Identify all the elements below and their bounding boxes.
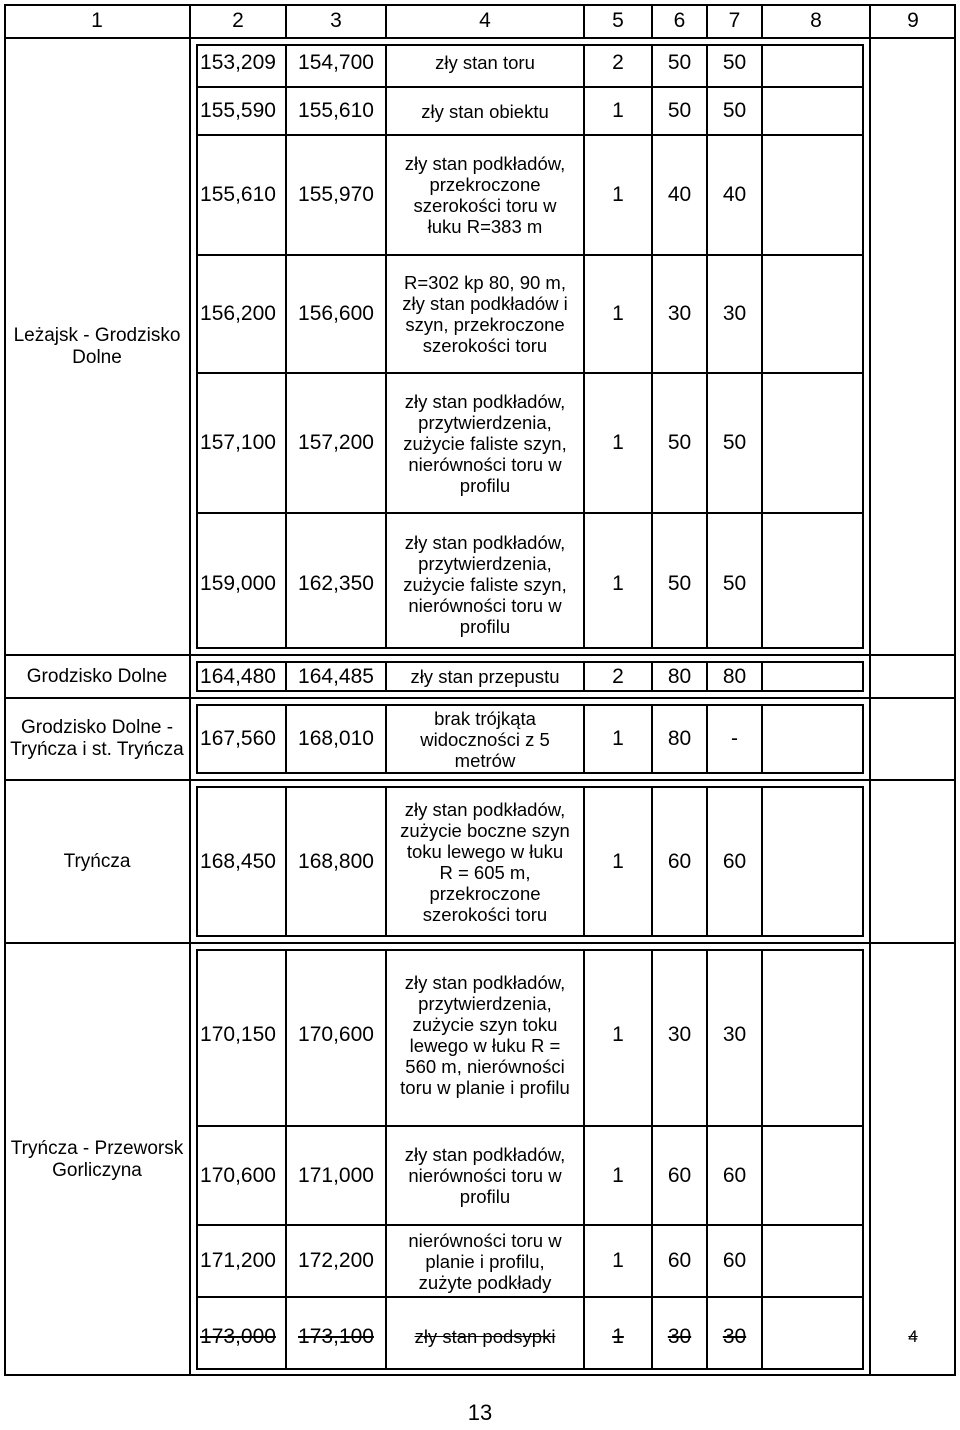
col-5-value: 1: [612, 183, 624, 206]
col-6-value: 80: [667, 664, 692, 688]
column-separator: [385, 786, 387, 937]
col-6-value: 60: [667, 849, 692, 873]
defect-description: zły stan podkładów, przekroczone szerokości toru w łuku R=383 m: [404, 153, 566, 237]
column-separator: [706, 4, 708, 38]
row-separator: [4, 37, 956, 39]
column-header: 8: [810, 9, 822, 32]
column-separator: [862, 786, 864, 937]
col-9-value: [870, 513, 956, 655]
col-8-value: [762, 780, 870, 943]
column-separator: [196, 786, 198, 937]
column-header: 6: [673, 9, 686, 32]
km-to: 155,970: [298, 183, 374, 206]
table-border: [4, 4, 6, 1376]
route-section-label: Tryńcza: [63, 850, 131, 872]
km-from: 153,209: [200, 50, 276, 74]
column-separator: [651, 4, 653, 38]
column-separator: [285, 661, 287, 692]
column-separator: [862, 949, 864, 1370]
col-7-value: 30: [722, 1324, 747, 1348]
defect-description: nierówności toru w planie i profilu, zużyte podkłady: [408, 1229, 562, 1293]
column-separator: [385, 704, 387, 774]
section-separator: [4, 697, 956, 699]
row-separator: [196, 935, 864, 937]
col-8-value: [762, 943, 870, 1126]
column-header: 7: [728, 9, 741, 32]
km-from: 155,610: [200, 183, 276, 206]
defect-description: zły stan podkładów, nierówności toru w profilu: [404, 1144, 566, 1207]
defect-description: brak trójkąta widoczności z 5 metrów: [420, 707, 550, 771]
column-separator: [761, 786, 763, 937]
col-5-value: 1: [612, 1249, 624, 1272]
row-separator: [196, 1296, 864, 1298]
row-separator: [196, 647, 864, 649]
col-8-value: [762, 698, 870, 780]
col-9-value: [870, 780, 956, 943]
column-separator: [385, 949, 387, 1370]
column-separator: [862, 661, 864, 692]
col-9-value: [870, 87, 956, 135]
col-9-value: [870, 38, 956, 87]
col-9-value: [870, 655, 956, 698]
defect-description: zły stan podkładów, zużycie boczne szyn toku lewego w łuku R = 605 m, przekroczone szerokości toru: [400, 798, 570, 925]
km-to: 168,010: [298, 727, 374, 750]
column-separator: [385, 661, 387, 692]
column-separator: [285, 786, 287, 937]
km-from: 173,000: [200, 1324, 276, 1348]
route-section-label: Leżajsk - Grodzisko Dolne: [13, 324, 181, 368]
column-separator: [761, 949, 763, 1370]
column-separator: [862, 44, 864, 649]
col-5-value: 1: [612, 849, 624, 873]
page-number: 13: [467, 1400, 493, 1425]
row-separator: [196, 134, 864, 136]
row-separator: [196, 1125, 864, 1127]
column-separator: [869, 4, 871, 38]
row-separator: [196, 1224, 864, 1226]
km-to: 168,800: [298, 849, 374, 873]
row-separator: [196, 254, 864, 256]
col-5-value: 1: [612, 572, 624, 595]
row-separator: [196, 1368, 864, 1370]
column-separator: [189, 38, 191, 1376]
column-separator: [583, 4, 585, 38]
defect-description: zły stan podkładów, przytwierdzenia, zużycie faliste szyn, nierówności toru w profilu: [403, 531, 567, 637]
section-separator: [4, 654, 956, 656]
col-5-value: 1: [612, 1324, 624, 1348]
col-7-value: 30: [722, 1022, 747, 1046]
km-to: 171,000: [298, 1163, 374, 1187]
col-8-value: [762, 135, 870, 255]
column-header: 3: [330, 9, 342, 32]
row-separator: [196, 786, 864, 788]
col-6-value: 30: [667, 302, 692, 325]
column-header: 4: [479, 9, 491, 32]
column-separator: [651, 661, 653, 692]
column-separator: [583, 661, 585, 692]
col-9-value: [870, 1126, 956, 1225]
col-7-value: 50: [722, 50, 747, 74]
col-5-value: 1: [612, 99, 624, 122]
col-6-value: 40: [667, 183, 692, 206]
col-7-value: 50: [722, 99, 747, 122]
row-separator: [196, 372, 864, 374]
column-separator: [385, 4, 387, 38]
km-from: 168,450: [200, 849, 276, 873]
col-5-value: 1: [612, 302, 624, 325]
restrictions-table: [4, 4, 956, 1376]
column-header: 5: [612, 9, 624, 32]
column-separator: [706, 786, 708, 937]
column-separator: [285, 949, 287, 1370]
col-7-value: 80: [722, 664, 747, 688]
km-to: 164,485: [298, 664, 374, 688]
col-6-value: 60: [667, 1163, 692, 1187]
column-separator: [761, 704, 763, 774]
table-border: [4, 4, 956, 6]
column-separator: [196, 44, 198, 649]
col-6-value: 80: [667, 727, 692, 750]
column-separator: [761, 4, 763, 38]
column-separator: [651, 704, 653, 774]
row-separator: [196, 44, 864, 46]
col-9-value: [870, 943, 956, 1126]
col-8-value: [762, 373, 870, 513]
column-separator: [706, 704, 708, 774]
row-separator: [196, 704, 864, 706]
km-from: 170,600: [200, 1163, 276, 1187]
col-8-value: [762, 87, 870, 135]
column-separator: [285, 704, 287, 774]
km-to: 157,200: [298, 431, 374, 454]
column-separator: [285, 4, 287, 38]
column-separator: [196, 661, 198, 692]
km-from: 167,560: [200, 727, 276, 750]
col-6-value: 30: [667, 1324, 692, 1348]
row-separator: [196, 949, 864, 951]
defect-description: zły stan podkładów, przytwierdzenia, zużycie faliste szyn, nierówności toru w profilu: [403, 390, 567, 496]
table-border: [4, 1374, 956, 1376]
column-separator: [761, 661, 763, 692]
col-5-value: 1: [612, 431, 624, 454]
row-separator: [196, 86, 864, 88]
column-header: 2: [232, 9, 244, 32]
col-6-value: 50: [667, 99, 692, 122]
km-to: 173,100: [298, 1324, 374, 1348]
defect-description: zły stan obiektu: [421, 100, 549, 122]
km-to: 162,350: [298, 572, 374, 595]
route-section-label: Grodzisko Dolne: [26, 665, 168, 687]
column-separator: [706, 661, 708, 692]
col-9-value: [870, 1225, 956, 1297]
km-to: 170,600: [298, 1022, 374, 1046]
km-from: 159,000: [200, 572, 276, 595]
route-section-label: Grodzisko Dolne - Tryńcza i st. Tryńcza: [10, 717, 184, 760]
column-separator: [196, 704, 198, 774]
column-separator: [189, 4, 191, 38]
col-6-value: 60: [667, 1249, 692, 1272]
col-5-value: 1: [612, 1163, 624, 1187]
column-separator: [196, 949, 198, 1370]
section-separator: [4, 779, 956, 781]
column-separator: [583, 704, 585, 774]
section-separator: [4, 942, 956, 944]
row-separator: [196, 512, 864, 514]
column-separator: [869, 38, 871, 1376]
row-separator: [196, 661, 864, 663]
col-6-value: 50: [667, 431, 692, 454]
col-6-value: 50: [667, 572, 692, 595]
column-header: 9: [907, 9, 919, 32]
col-5-value: 2: [612, 664, 624, 688]
col-7-value: 60: [722, 1163, 747, 1187]
column-separator: [651, 786, 653, 937]
defect-description: R=302 kp 80, 90 m, zły stan podkładów i szyn, przekroczone szerokości toru: [402, 272, 568, 356]
col-7-value: 50: [722, 431, 747, 454]
route-section-label: Tryńcza - Przeworsk Gorliczyna: [10, 1137, 184, 1181]
defect-description: zły stan podsypki: [414, 1326, 556, 1347]
col-6-value: 50: [667, 50, 692, 74]
km-from: 170,150: [200, 1022, 276, 1046]
col-7-value: 60: [722, 1249, 747, 1272]
column-separator: [583, 949, 585, 1370]
km-from: 157,100: [200, 431, 276, 454]
column-separator: [583, 786, 585, 937]
col-7-value: 50: [722, 572, 747, 595]
col-7-value: 40: [722, 183, 747, 206]
col-9-value: [870, 255, 956, 373]
col-9-value: [870, 135, 956, 255]
km-to: 155,610: [298, 99, 374, 122]
col-5-value: 1: [612, 727, 624, 750]
column-separator: [651, 949, 653, 1370]
col-8-value: [762, 513, 870, 655]
defect-description: zły stan toru: [435, 52, 535, 73]
km-from: 171,200: [200, 1249, 276, 1272]
km-from: 156,200: [200, 302, 276, 325]
defect-description: zły stan podkładów, przytwierdzenia, zużycie szyn toku lewego w łuku R = 560 m, nierówności toru w planie i profilu: [400, 971, 570, 1098]
column-header: 1: [91, 9, 103, 32]
km-from: 164,480: [200, 664, 276, 688]
defect-description: zły stan przepustu: [410, 666, 560, 687]
col-9-value: 4: [908, 1326, 918, 1346]
col-6-value: 30: [667, 1022, 692, 1046]
column-separator: [706, 949, 708, 1370]
col-9-value: [870, 373, 956, 513]
col-7-value: 60: [722, 849, 747, 873]
column-separator: [862, 704, 864, 774]
col-8-value: [762, 255, 870, 373]
table-border: [954, 4, 956, 1376]
col-9-value: [870, 698, 956, 780]
km-to: 156,600: [298, 302, 374, 325]
km-from: 155,590: [200, 99, 276, 122]
row-separator: [196, 772, 864, 774]
km-to: 172,200: [298, 1249, 374, 1272]
col-5-value: 1: [612, 1022, 624, 1046]
col-5-value: 2: [612, 50, 624, 74]
col-7-value: -: [731, 727, 738, 750]
row-separator: [196, 690, 864, 692]
km-to: 154,700: [298, 50, 374, 74]
col-8-value: [762, 1126, 870, 1225]
col-8-value: [762, 1225, 870, 1297]
col-8-value: [762, 1297, 870, 1376]
col-7-value: 30: [722, 302, 747, 325]
